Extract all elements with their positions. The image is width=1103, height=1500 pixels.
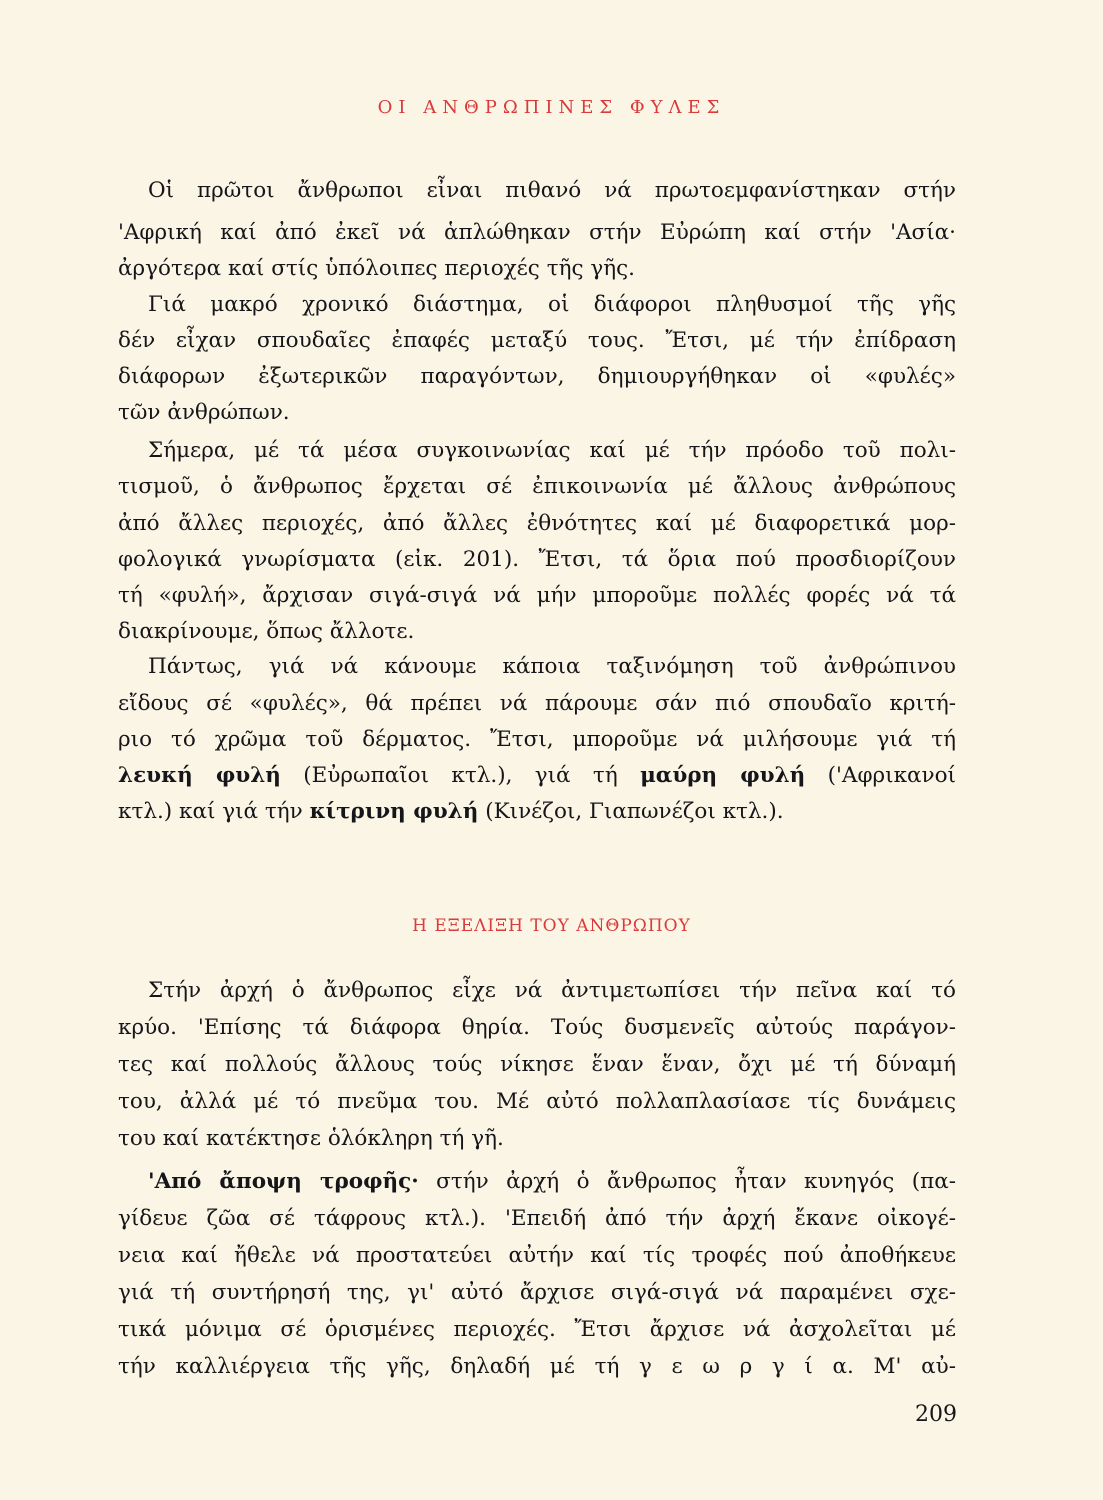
text-line: δέν εἶχαν σπουδαῖες ἐπαφές μεταξύ τους. Ἔτσι, μέ τήν ἐπίδραση [118,328,956,353]
text-span: (Κινέζοι, Γιαπωνέζοι κτλ.). [478,799,784,824]
text-line: τή «φυλή», ἄρχισαν σιγά-σιγά νά μήν μποροῦμε πολλές φορές νά τά [118,583,956,608]
text-line [148,1167,956,1197]
text-line: γιά τή συντήρησή της, γι' αὐτό ἄρχισε σιγά-σιγά νά παραμένει σχε- [118,1280,956,1305]
term-white-race: λευκή φυλή [118,763,281,788]
text-line [118,797,956,827]
page-number: 209 [915,1402,957,1427]
text-line [118,761,956,791]
text-span: στήν ἀρχή ὁ ἄνθρωπος ἦταν κυνηγός (πα- [418,1169,956,1194]
text-line: Σήμερα, μέ τά μέσα συγκοινωνίας καί μέ τήν πρόοδο τοῦ πολι- [148,438,956,463]
text-line: Πάντως, γιά νά κάνουμε κάποια ταξινόμηση τοῦ ἀνθρώπινου [148,654,956,679]
text-line: ριο τό χρῶμα τοῦ δέρματος. Ἔτσι, μποροῦμε νά μιλήσουμε γιά τή [118,727,956,752]
term-black-race: μαύρη φυλή [640,763,806,788]
text-span: (Εὐρωπαῖοι κτλ.), γιά τή [280,763,641,788]
text-span: κτλ.) καί γιά τήν [118,799,310,824]
text-line: τήν καλλιέργεια τῆς γῆς, δηλαδή μέ τή γ ε ω ρ γ ί α. Μ' αὐ- [118,1354,956,1379]
term-yellow-race: κίτρινη φυλή [309,799,479,824]
chapter-title: ΟΙ ΑΝΘΡΩΠΙΝΕΣ ΦΥΛΕΣ [377,97,726,118]
text-line: ἀργότερα καί στίς ὑπόλοιπες περιοχές τῆς γῆς. [118,256,635,281]
text-line: διακρίνουμε, ὅπως ἄλλοτε. [118,619,415,644]
text-span: ('Αφρικανοί [805,763,956,788]
text-line: του καί κατέκτησε ὁλόκληρη τή γῆ. [118,1126,504,1151]
text-line: Στήν ἀρχή ὁ ἄνθρωπος εἶχε νά ἀντιμετωπίσει τήν πεῖνα καί τό [148,978,956,1003]
text-line: τῶν ἀνθρώπων. [118,400,290,425]
text-line: κρύο. 'Επίσης τά διάφορα θηρία. Τούς δυσμενεῖς αὐτούς παράγον- [118,1015,956,1040]
text-line: γίδευε ζῶα σέ τάφρους κτλ.). 'Επειδή ἀπό τήν ἀρχή ἔκανε οἰκογέ- [118,1206,956,1231]
text-line: Γιά μακρό χρονικό διάστημα, οἱ διάφοροι πληθυσμοί τῆς γῆς [148,292,956,317]
text-line: ἀπό ἄλλες περιοχές, ἀπό ἄλλες ἐθνότητες καί μέ διαφορετικά μορ- [118,511,956,536]
text-line: νεια καί ἤθελε νά προστατεύει αὐτήν καί τίς τροφές πού ἀποθήκευε [118,1243,956,1268]
text-line: Οἱ πρῶτοι ἄνθρωποι εἶναι πιθανό νά πρωτοεμφανίστηκαν στήν [148,178,956,203]
text-line: διάφορων ἐξωτερικῶν παραγόντων, δημιουργήθηκαν οἱ «φυλές» [118,364,956,389]
text-line: τες καί πολλούς ἄλλους τούς νίκησε ἕναν ἕναν, ὄχι μέ τή δύναμή [118,1052,956,1077]
text-line: εἴδους σέ «φυλές», θά πρέπει νά πάρουμε σάν πιό σπουδαῖο κριτή- [118,691,956,716]
text-line: φολογικά γνωρίσματα (εἰκ. 201). Ἔτσι, τά ὅρια πού προσδιορίζουν [118,547,956,572]
text-line: 'Αφρική καί ἀπό ἐκεῖ νά ἁπλώθηκαν στήν Εὐρώπη καί στήν 'Ασία· [118,220,956,245]
text-line: του, ἀλλά μέ τό πνεῦμα του. Μέ αὐτό πολλαπλασίασε τίς δυνάμεις [118,1089,956,1114]
paragraph-lead-in: 'Από ἄποψη τροφῆς· [148,1169,419,1194]
section-heading: Η ΕΞΕΛΙΞΗ ΤΟΥ ΑΝΘΡΩΠΟΥ [412,916,691,936]
text-line: τισμοῦ, ὁ ἄνθρωπος ἔρχεται σέ ἐπικοινωνία μέ ἄλλους ἀνθρώπους [118,474,956,499]
text-line: τικά μόνιμα σέ ὁρισμένες περιοχές. Ἔτσι ἄρχισε νά ἀσχολεῖται μέ [118,1317,956,1342]
